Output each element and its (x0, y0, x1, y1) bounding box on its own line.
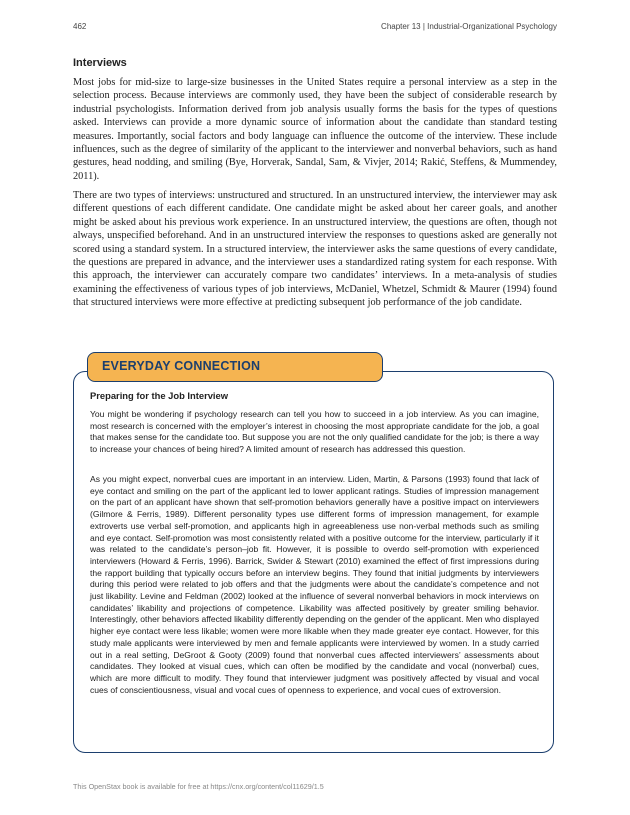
chapter-title: Chapter 13 | Industrial-Organizational Psychology (381, 22, 557, 31)
feature-label: EVERYDAY CONNECTION (102, 359, 261, 373)
body-paragraph: Most jobs for mid-size to large-size businesses in the United States require a personal interview as a step in the selection process. Because interviews are commonly used, they have been the subject of considerable research by industrial psychologists. Information derived from job analysis usually forms the basis for the types of questions asked. Interviews can provide a more dynamic source of information about the candidate than standard testing measures. Importantly, social factors and body language can influence the outcome of the interview. These include influences, such as the degree of similarity of the applicant to the interviewer and nonverbal behaviors, such as hand gestures, head nodding, and smiling (Bye, Horverak, Sandal, Sam, & Vivjer, 2014; Rakić, Steffens, & Mummendey, 2011). (73, 77, 557, 182)
page-number: 462 (73, 22, 87, 31)
section-title: Interviews (73, 57, 127, 69)
feature-tab (87, 352, 383, 382)
footer-note: This OpenStax book is available for free at https://cnx.org/content/col11629/1.5 (73, 782, 324, 791)
feature-paragraph: As you might expect, nonverbal cues are important in an interview. Liden, Martin, & Parsons (1993) found that lack of eye contact and smiling on the part of the applicant led to lower applicant ratings. Studies of impression management on the part of an applicant have shown that self-promotion behaviors generally have a positive impact on interviewers (Gilmore & Ferris, 1989). Different personality types use different forms of impression management, for example extroverts use verbal self-promotion, and applicants high in agreeableness use non-verbal methods such as smiling and eye contact. Self-promotion was most consistently related with a positive outcome for the interview, particularly if it was related to the candidate’s person–job fit. However, it is possible to overdo self-promotion with experienced interviewers (Howard & Ferris, 1996). Barrick, Swider & Stewart (2010) examined the effect of first impressions during the rapport building that typically occurs before an interview begins. They found that initial judgments by interviewers during this period were related to job offers and that the judgments were about the candidate’s competence and not just likability. Levine and Feldman (2002) looked at the influence of several nonverbal behaviors in mock interviews on candidates’ likability and projections of competence. Likability was affected positively by greater smiling behavior. Interestingly, other behaviors affected likability differently depending on the gender of the applicant. Men who displayed higher eye contact were less likable; women were more likable when they made greater eye contact. However, for this study male applicants were interviewed by men and female applicants were interviewed by women. In a study carried out in a real setting, DeGroot & Gooty (2009) found that nonverbal cues affected interviewers’ assessments about candidates. They looked at visual cues, which can often be modified by the candidate and vocal (nonverbal) cues, which are more difficult to modify. They found that interviewer judgment was positively affected by visual and vocal cues of conscientiousness, visual and vocal cues of openness to experience, and vocal cues of extroversion. (90, 474, 539, 695)
feature-title: Preparing for the Job Interview (90, 390, 229, 401)
body-paragraph: There are two types of interviews: unstructured and structured. In an unstructured interview, the interviewer may ask different questions of each different candidate. One candidate might be asked about her career goals, and another might be asked about his previous work experience. In an unstructured interview, the questions are often, though not always, unspecified beforehand. And in an unstructured interview the responses to questions asked are generally not scored using a standard system. In a structured interview, the interviewer asks the same questions of every candidate, the questions are prepared in advance, and the interviewer uses a standardized rating system for each response. With this approach, the interviewer can accurately compare two candidates’ interviews. In a meta-analysis of studies examining the effectiveness of various types of job interviews, McDaniel, Whetzel, Schmidt & Maurer (1994) found that structured interviews were more effective at predicting subsequent job performance of the job candidate. (73, 190, 557, 309)
feature-paragraph: You might be wondering if psychology research can tell you how to succeed in a job interview. As you can imagine, most research is concerned with the employer’s interest in choosing the most appropriate candidate for the job, a goal that makes sense for the candidate too. But suppose you are not the only qualified candidate for the job; is there a way to increase your chances of being hired? A limited amount of research has addressed this question. (90, 409, 539, 455)
